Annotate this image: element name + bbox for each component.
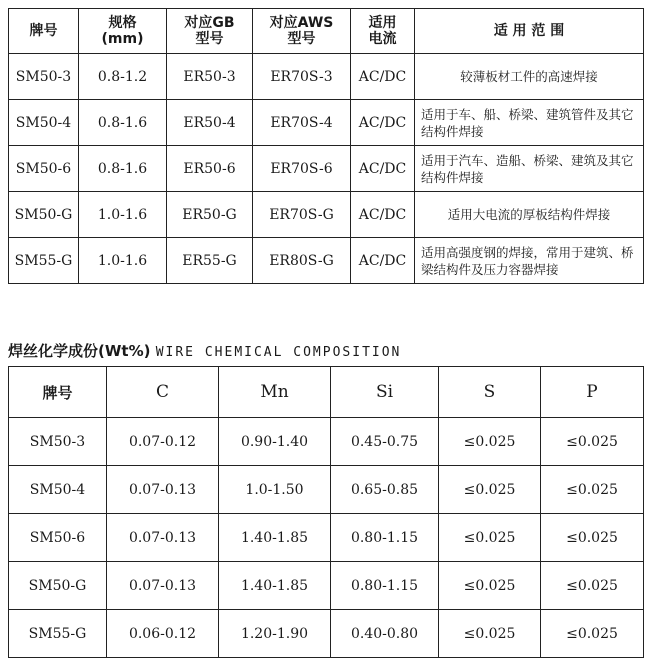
aws-cell: ER70S-3 xyxy=(253,54,351,100)
s-cell: ≤0.025 xyxy=(439,466,541,514)
size-cell: 0.8-1.6 xyxy=(79,146,167,192)
s-cell: ≤0.025 xyxy=(439,610,541,658)
header-mn: Mn xyxy=(219,367,331,418)
header-grade: 牌号 xyxy=(9,9,79,54)
grade-cell: SM50-3 xyxy=(9,54,79,100)
c-cell: 0.07-0.13 xyxy=(107,562,219,610)
current-cell: AC/DC xyxy=(351,146,415,192)
mn-cell: 1.40-1.85 xyxy=(219,514,331,562)
chem-title-en: WIRE CHEMICAL COMPOSITION xyxy=(155,345,402,360)
p-cell: ≤0.025 xyxy=(541,514,644,562)
table-row xyxy=(9,562,644,610)
table-row xyxy=(9,54,644,100)
c-cell: 0.06-0.12 xyxy=(107,610,219,658)
current-cell: AC/DC xyxy=(351,54,415,100)
c-cell: 0.07-0.13 xyxy=(107,514,219,562)
chem-section-title xyxy=(8,340,401,361)
p-cell: ≤0.025 xyxy=(541,610,644,658)
size-cell: 0.8-1.2 xyxy=(79,54,167,100)
gb-cell: ER50-G xyxy=(167,192,253,238)
chemical-composition-table xyxy=(8,366,644,658)
wire-spec-table xyxy=(8,8,644,284)
current-cell: AC/DC xyxy=(351,100,415,146)
p-cell: ≤0.025 xyxy=(541,466,644,514)
header-current: 适用 电流 xyxy=(351,9,415,54)
grade-cell: SM50-4 xyxy=(9,466,107,514)
chem-header-row xyxy=(9,367,644,418)
header-scope: 适 用 范 围 xyxy=(415,9,644,54)
aws-cell: ER80S-G xyxy=(253,238,351,284)
scope-cell: 适用大电流的厚板结构件焊接 xyxy=(415,192,644,238)
scope-cell: 适用于车、船、桥梁、建筑管件及其它结构件焊接 xyxy=(415,100,644,146)
grade-cell: SM50-G xyxy=(9,192,79,238)
p-cell: ≤0.025 xyxy=(541,562,644,610)
current-cell: AC/DC xyxy=(351,192,415,238)
gb-cell: ER50-3 xyxy=(167,54,253,100)
table-row xyxy=(9,514,644,562)
header-aws: 对应AWS 型号 xyxy=(253,9,351,54)
header-s: S xyxy=(439,367,541,418)
header-c: C xyxy=(107,367,219,418)
scope-cell: 适用高强度钢的焊接，常用于建筑、桥梁结构件及压力容器焊接 xyxy=(415,238,644,284)
header-si: Si xyxy=(331,367,439,418)
s-cell: ≤0.025 xyxy=(439,418,541,466)
si-cell: 0.65-0.85 xyxy=(331,466,439,514)
spec-header-row xyxy=(9,9,644,54)
chem-title-cn: 焊丝化学成份(Wt%) xyxy=(8,342,151,360)
s-cell: ≤0.025 xyxy=(439,514,541,562)
header-p: P xyxy=(541,367,644,418)
table-row xyxy=(9,146,644,192)
mn-cell: 1.40-1.85 xyxy=(219,562,331,610)
mn-cell: 1.20-1.90 xyxy=(219,610,331,658)
scope-cell: 适用于汽车、造船、桥梁、建筑及其它结构件焊接 xyxy=(415,146,644,192)
c-cell: 0.07-0.12 xyxy=(107,418,219,466)
mn-cell: 1.0-1.50 xyxy=(219,466,331,514)
gb-cell: ER50-4 xyxy=(167,100,253,146)
grade-cell: SM50-3 xyxy=(9,418,107,466)
size-cell: 0.8-1.6 xyxy=(79,100,167,146)
grade-cell: SM50-G xyxy=(9,562,107,610)
grade-cell: SM50-4 xyxy=(9,100,79,146)
grade-cell: SM55-G xyxy=(9,238,79,284)
aws-cell: ER70S-6 xyxy=(253,146,351,192)
table-row xyxy=(9,466,644,514)
current-cell: AC/DC xyxy=(351,238,415,284)
table-row xyxy=(9,100,644,146)
header-size: 规格 (mm) xyxy=(79,9,167,54)
table-row xyxy=(9,238,644,284)
header-grade: 牌号 xyxy=(9,367,107,418)
p-cell: ≤0.025 xyxy=(541,418,644,466)
header-gb: 对应GB 型号 xyxy=(167,9,253,54)
table-row xyxy=(9,610,644,658)
aws-cell: ER70S-4 xyxy=(253,100,351,146)
grade-cell: SM55-G xyxy=(9,610,107,658)
gb-cell: ER50-6 xyxy=(167,146,253,192)
size-cell: 1.0-1.6 xyxy=(79,192,167,238)
grade-cell: SM50-6 xyxy=(9,146,79,192)
table-row xyxy=(9,192,644,238)
size-cell: 1.0-1.6 xyxy=(79,238,167,284)
scope-cell: 较薄板材工件的高速焊接 xyxy=(415,54,644,100)
mn-cell: 0.90-1.40 xyxy=(219,418,331,466)
si-cell: 0.80-1.15 xyxy=(331,514,439,562)
table-row xyxy=(9,418,644,466)
si-cell: 0.45-0.75 xyxy=(331,418,439,466)
si-cell: 0.40-0.80 xyxy=(331,610,439,658)
c-cell: 0.07-0.13 xyxy=(107,466,219,514)
grade-cell: SM50-6 xyxy=(9,514,107,562)
gb-cell: ER55-G xyxy=(167,238,253,284)
aws-cell: ER70S-G xyxy=(253,192,351,238)
s-cell: ≤0.025 xyxy=(439,562,541,610)
si-cell: 0.80-1.15 xyxy=(331,562,439,610)
